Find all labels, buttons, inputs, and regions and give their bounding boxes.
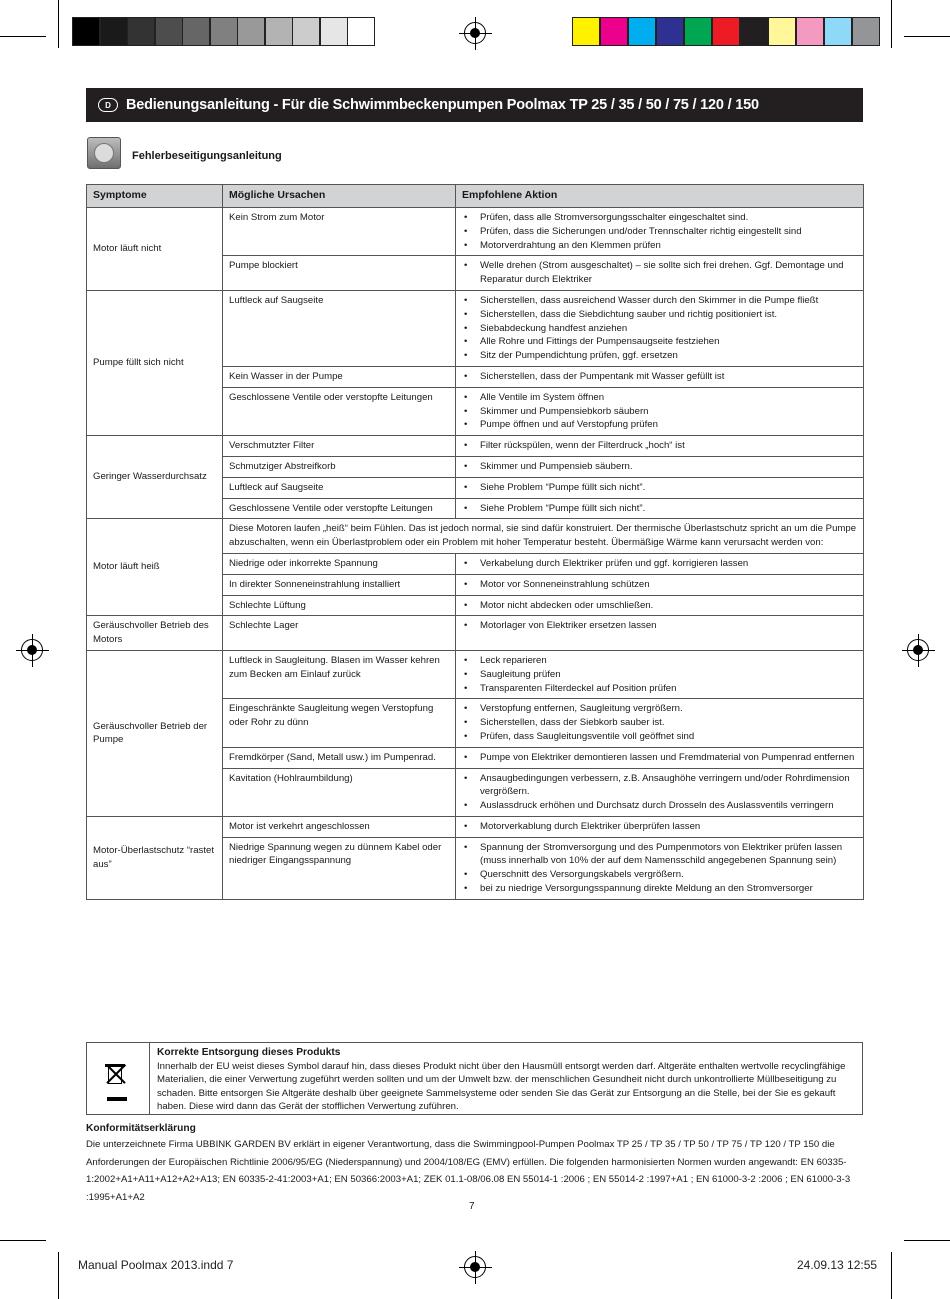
language-badge: D [98,98,118,112]
action-list [462,654,857,695]
cause-cell: In direkter Sonneneinstrahlung installiert [223,574,456,595]
action-cell [456,387,864,435]
action-item: • Saugleitung prüfen [462,668,857,682]
cause-cell: Niedrige Spannung wegen zu dünnem Kabel oder niedriger Eingangsspannung [223,837,456,899]
color-swatch [768,17,796,46]
action-list [462,370,857,384]
conformity-declaration [86,1122,863,1206]
crop-mark [0,1240,46,1241]
action-list [462,702,857,743]
action-item: • Skimmer und Pumpensiebkorb säubern [462,405,857,419]
cause-cell: Kein Wasser in der Pumpe [223,366,456,387]
action-list [462,841,857,896]
action-item: • Motorlager von Elektriker ersetzen lassen [462,619,857,633]
action-list [462,578,857,592]
action-item: • Motorverdrahtung an den Klemmen prüfen [462,239,857,253]
gray-swatch [182,17,210,46]
cause-cell: Luftleck auf Saugseite [223,290,456,366]
disposal-text-block [157,1046,857,1114]
troubleshooting-table [86,184,864,900]
gray-swatch [265,17,293,46]
crop-mark [904,1240,950,1241]
cause-cell: Geschlossene Ventile oder verstopfte Leitungen [223,498,456,519]
action-item: • Siebabdeckung handfest anziehen [462,322,857,336]
disposal-body: Innerhalb der EU weist dieses Symbol darauf hin, dass dieses Produkt nicht über den Hausmüll entsorgt werden darf. Altgeräte enthalten wertvolle recyclingfähige Materialien, die einer Verwertung zugeführt werden sollten und um der Umwelt bzw. der menschlichen Gesundheit nicht durch unkontrollierte Müllbeseitigung zu schaden. Bitte entsorgen Sie Altgeräte deshalb über geeignete Sammelsysteme oder senden Sie das Gerät zur Entsorgung an die Stelle, bei der Sie es gekauft haben. Diese wird dann das Gerät der stofflichen Verwertung zuführen. [157,1060,846,1112]
gray-swatch [347,17,375,46]
manual-header-bar [86,88,863,122]
color-swatch [712,17,740,46]
crop-mark [891,0,892,48]
gray-swatch [320,17,348,46]
action-item: • Alle Ventile im System öffnen [462,391,857,405]
cause-cell: Niedrige oder inkorrekte Spannung [223,553,456,574]
color-swatch [572,17,600,46]
crop-mark [58,1252,59,1299]
cause-cell: Motor ist verkehrt angeschlossen [223,816,456,837]
symptom-cell: Motor läuft heiß [87,519,223,616]
action-item: • Prüfen, dass die Sicherungen und/oder Trennschalter richtig eingestellt sind [462,225,857,239]
column-header-actions: Empfohlene Aktion [456,185,864,208]
action-list [462,502,857,516]
action-cell [456,837,864,899]
cause-cell: Schlechte Lager [223,616,456,651]
color-swatch [852,17,880,46]
crop-mark [891,1252,892,1299]
cause-cell: Pumpe blockiert [223,256,456,291]
symptom-cell: Geräuschvoller Betrieb des Motors [87,616,223,651]
info-gear-icon [87,137,121,169]
gray-swatch [237,17,265,46]
registration-mark-icon [464,1256,486,1278]
crossed-bin-icon [105,1061,127,1087]
action-item: • Siehe Problem “Pumpe füllt sich nicht”. [462,502,857,516]
action-cell [456,290,864,366]
table-row [87,208,864,256]
action-list [462,599,857,613]
gray-swatch [100,17,128,46]
table-row [87,616,864,651]
action-list [462,294,857,363]
action-item: • Sitz der Pumpendichtung prüfen, ggf. ersetzen [462,349,857,363]
action-list [462,820,857,834]
action-cell [456,477,864,498]
gray-swatch [292,17,320,46]
action-cell [456,747,864,768]
action-item: • Sicherstellen, dass die Siebdichtung sauber und richtig positioniert ist. [462,308,857,322]
cause-cell: Kein Strom zum Motor [223,208,456,256]
table-row [87,436,864,457]
crop-mark [58,0,59,48]
action-item: • Prüfen, dass Saugleitungsventile voll geöffnet sind [462,730,857,744]
column-header-symptoms: Symptome [87,185,223,208]
action-item: • Skimmer und Pumpensieb säubern. [462,460,857,474]
action-item: • Querschnitt des Versorgungskabels vergrößern. [462,868,857,882]
symptom-cell: Motor läuft nicht [87,208,223,291]
color-swatch [628,17,656,46]
action-item: • Siehe Problem “Pumpe füllt sich nicht”. [462,481,857,495]
action-item: • Sicherstellen, dass der Pumpentank mit Wasser gefüllt ist [462,370,857,384]
page-number: 7 [469,1201,475,1212]
action-item: • Spannung der Stromversorgung und des Pumpenmotors von Elektriker prüfen lassen (muss innerhalb von 10% der auf dem Namensschild angegebenen Spannung sein) [462,841,857,869]
cause-cell: Schlechte Lüftung [223,595,456,616]
action-item: • Transparenten Filterdeckel auf Position prüfen [462,682,857,696]
disposal-icon-cell [87,1043,150,1114]
action-cell [456,553,864,574]
action-item: • bei zu niedrige Versorgungsspannung direkte Meldung an den Stromversorger [462,882,857,896]
column-header-causes: Mögliche Ursachen [223,185,456,208]
disposal-notice [86,1042,863,1115]
gray-swatch [72,17,100,46]
action-cell [456,436,864,457]
action-item: • Leck reparieren [462,654,857,668]
table-row [87,519,864,554]
crop-mark [904,36,950,37]
table-header-row [87,185,864,208]
action-cell [456,366,864,387]
action-list [462,211,857,252]
color-swatch [740,17,768,46]
cause-cell: Luftleck in Saugleitung. Blasen im Wasser kehren zum Becken am Einlauf zurück [223,650,456,698]
cause-cell: Geschlossene Ventile oder verstopfte Leitungen [223,387,456,435]
symptom-cell: Geringer Wasserdurchsatz [87,436,223,519]
action-cell [456,574,864,595]
cause-cell: Verschmutzter Filter [223,436,456,457]
action-list [462,391,857,432]
action-list [462,557,857,571]
gray-swatch [127,17,155,46]
color-swatch [684,17,712,46]
symptom-note: Diese Motoren laufen „heiß“ beim Fühlen. Das ist jedoch normal, sie sind dafür konstruiert. Der thermische Überlastschutz spricht an um die Pumpe abzuschalten, wenn ein Überlastproblem oder ein Problem mit hoher Temperatur besteht. Übermäßige Wärme kann verursacht werden von: [223,519,864,554]
action-item: • Sicherstellen, dass ausreichend Wasser durch den Skimmer in die Pumpe fließt [462,294,857,308]
footer-timestamp: 24.09.13 12:55 [797,1258,878,1272]
conformity-title: Konformitätserklärung [86,1123,196,1134]
action-list [462,439,857,453]
action-cell [456,816,864,837]
gray-swatch [155,17,183,46]
color-swatch [824,17,852,46]
footer-file-name: Manual Poolmax 2013.indd 7 [78,1258,234,1272]
action-cell [456,456,864,477]
registration-mark-icon [21,639,43,661]
action-item: • Welle drehen (Strom ausgeschaltet) – sie sollte sich frei drehen. Ggf. Demontage und Reparatur durch Elektriker [462,259,857,287]
action-cell [456,595,864,616]
gray-swatch [210,17,238,46]
symptom-cell: Pumpe füllt sich nicht [87,290,223,435]
action-cell [456,699,864,747]
action-list [462,460,857,474]
registration-mark-icon [907,639,929,661]
cause-cell: Kavitation (Hohlraumbildung) [223,768,456,816]
action-cell [456,256,864,291]
action-item: • Verstopfung entfernen, Saugleitung vergrößern. [462,702,857,716]
action-list [462,751,857,765]
action-item: • Ansaugbedingungen verbessern, z.B. Ansaughöhe verringern und/oder Rohrdimension vergrößern. [462,772,857,800]
action-item: • Verkabelung durch Elektriker prüfen und ggf. korrigieren lassen [462,557,857,571]
action-cell [456,768,864,816]
bin-underline [107,1097,127,1101]
action-item: • Motor nicht abdecken oder umschließen. [462,599,857,613]
page-title: Bedienungsanleitung - Für die Schwimmbeckenpumpen Poolmax TP 25 / 35 / 50 / 75 / 120 / 150 [126,97,759,113]
disposal-title: Korrekte Entsorgung dieses Produkts [157,1047,341,1058]
color-swatch [656,17,684,46]
action-item: • Motor vor Sonneneinstrahlung schützen [462,578,857,592]
action-item: • Pumpe von Elektriker demontieren lassen und Fremdmaterial von Pumpenrad entfernen [462,751,857,765]
section-title: Fehlerbeseitigungsanleitung [132,150,282,162]
action-list [462,772,857,813]
action-cell [456,208,864,256]
action-list [462,619,857,633]
color-swatch [796,17,824,46]
table-row [87,290,864,366]
table-row [87,816,864,837]
action-list [462,481,857,495]
symptom-cell: Geräuschvoller Betrieb der Pumpe [87,650,223,816]
symptom-cell: Motor-Überlastschutz “rastet aus” [87,816,223,899]
action-item: • Filter rückspülen, wenn der Filterdruck „hoch“ ist [462,439,857,453]
action-item: • Prüfen, dass alle Stromversorgungsschalter eingeschaltet sind. [462,211,857,225]
color-swatch [600,17,628,46]
cause-cell: Eingeschränkte Saugleitung wegen Verstopfung oder Rohr zu dünn [223,699,456,747]
cause-cell: Schmutziger Abstreifkorb [223,456,456,477]
crop-mark [0,36,46,37]
cause-cell: Fremdkörper (Sand, Metall usw.) im Pumpenrad. [223,747,456,768]
action-item: • Sicherstellen, dass der Siebkorb sauber ist. [462,716,857,730]
action-cell [456,650,864,698]
cause-cell: Luftleck auf Saugseite [223,477,456,498]
table-row [87,650,864,698]
registration-mark-icon [464,22,486,44]
action-item: • Pumpe öffnen und auf Verstopfung prüfen [462,418,857,432]
conformity-body: Die unterzeichnete Firma UBBINK GARDEN BV erklärt in eigener Verantwortung, dass die Swimmingpool-Pumpen Poolmax TP 25 / TP 35 / TP 50 / TP 75 / TP 120 / TP 150 die Anforderungen der Europäischen Richtlinie 2006/95/EG (Niederspannung) und 2004/108/EG (EMV) erfüllen. Die folgenden harmonisierten Normen wurden angewandt: EN 60335-1:2002+A1+A11+A12+A2+A13; EN 60335-2-41:2003+A1; EN 50366:2003+A1; ZEK 01.1-08/06.08 EN 55014-1 :2006 ; EN 55014-2 :1997+A1 ; EN 61000-3-2 :2006 ; EN 61000-3-3 :1995+A1+A2 [86,1139,851,1203]
action-item: • Auslassdruck erhöhen und Durchsatz durch Drosseln des Auslassventils verringern [462,799,857,813]
action-list [462,259,857,287]
action-item: • Motorverkablung durch Elektriker überprüfen lassen [462,820,857,834]
action-cell [456,498,864,519]
action-item: • Alle Rohre und Fittings der Pumpensaugseite festziehen [462,335,857,349]
action-cell [456,616,864,651]
